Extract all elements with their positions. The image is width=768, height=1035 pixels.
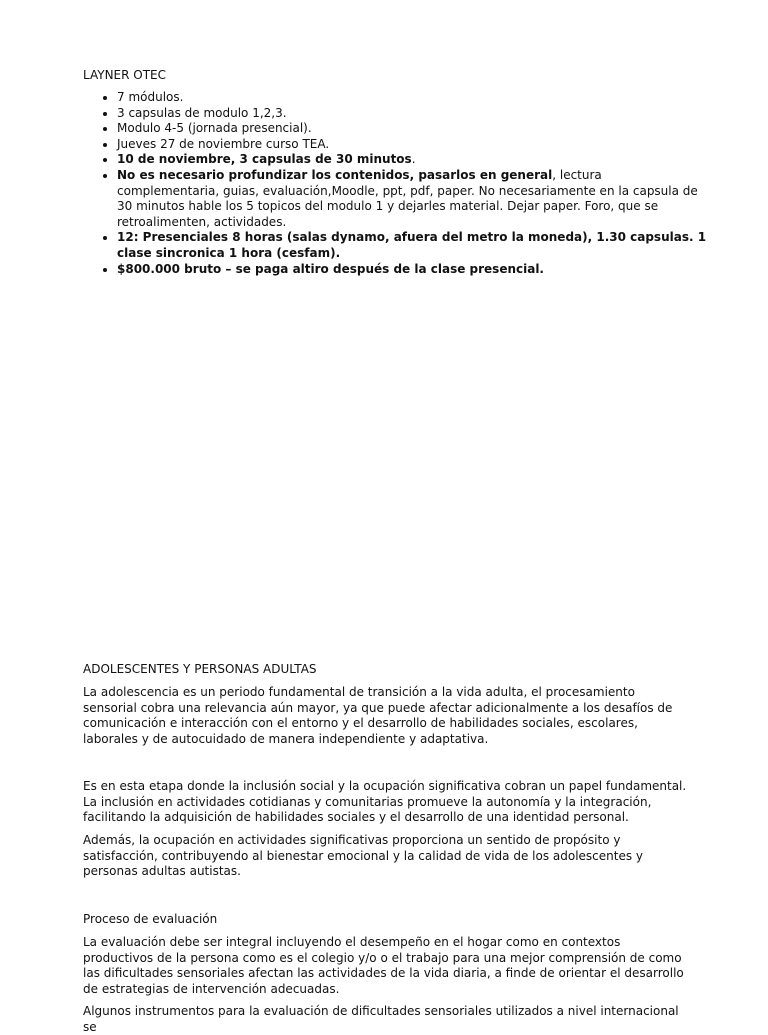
section-heading-adolescentes: ADOLESCENTES Y PERSONAS ADULTAS <box>83 662 317 676</box>
bullet-bold-text: No es necesario profundizar los contenidos, pasarlos en general <box>117 167 553 182</box>
bullet-item <box>117 90 707 106</box>
bullet-item <box>117 121 707 137</box>
paragraph: Es en esta etapa donde la inclusión social y la ocupación significativa cobran un papel fundamental. La inclusión en actividades cotidianas y comunitarias promueve la autonomía y la integración, facilitando la adquisición de habilidades sociales y el desarrollo de una identidad personal. <box>83 779 687 825</box>
bullet-text: , lectura complementaria, guias, evaluación,Moodle, ppt, pdf, paper. No necesariamente en la capsula de 30 minutos hable los 5 topicos del modulo 1 y dejarles material. Dejar paper. Foro, que se retroalimenten, actividades. <box>117 167 698 229</box>
bullet-text: 3 capsulas de modulo 1,2,3. <box>117 105 287 120</box>
bullet-bold-text: 12: Presenciales 8 horas (salas dynamo, afuera del metro la moneda), 1.30 capsulas. 1 clase sincronica 1 hora (cesfam). <box>117 230 707 260</box>
bullet-bold-text: $800.000 bruto – se paga altiro después de la clase presencial. <box>117 261 544 276</box>
bullet-text: Jueves 27 de noviembre curso TEA. <box>117 136 330 151</box>
bullet-item <box>117 137 707 153</box>
paragraph: Además, la ocupación en actividades significativas proporciona un sentido de propósito y satisfacción, contribuyendo al bienestar emocional y la calidad de vida de los adolescentes y personas adultas autistas. <box>83 833 644 879</box>
paragraph: Algunos instrumentos para la evaluación de dificultades sensoriales utilizados a nivel internacional se <box>83 1004 679 1034</box>
bullet-item <box>117 168 707 230</box>
bullet-text: 7 módulos. <box>117 90 184 104</box>
bullet-item <box>117 230 707 261</box>
bullet-bold-text: 10 de noviembre, 3 capsulas de 30 minutos <box>117 152 412 167</box>
bullet-text: Modulo 4-5 (jornada presencial). <box>117 121 312 136</box>
bullet-item <box>117 152 707 168</box>
section-heading-proceso-evaluacion: Proceso de evaluación <box>83 912 218 926</box>
bullet-item <box>117 262 707 278</box>
paragraph: La evaluación debe ser integral incluyendo el desempeño en el hogar como en contextos productivos de la persona como es el colegio y/o o el trabajo para una mejor comprensión de como las dificultades sensoriales afectan las actividades de la vida diaria, a finde de orientar el desarrollo de estrategias de intervención adecuadas. <box>83 935 684 996</box>
notes-bullet-list <box>99 90 707 277</box>
section-heading-layner-otec: LAYNER OTEC <box>83 68 167 82</box>
bullet-item <box>117 106 707 122</box>
bullet-text: . <box>411 152 416 167</box>
paragraph: La adolescencia es un periodo fundamental de transición a la vida adulta, el procesamiento sensorial cobra una relevancia aún mayor, ya que puede afectar adicionalmente a los desafíos de comunicación e interacción con el entorno y el desarrollo de habilidades sociales, escolares, laborales y de autocuidado de manera independiente y adaptativa. <box>83 685 673 746</box>
